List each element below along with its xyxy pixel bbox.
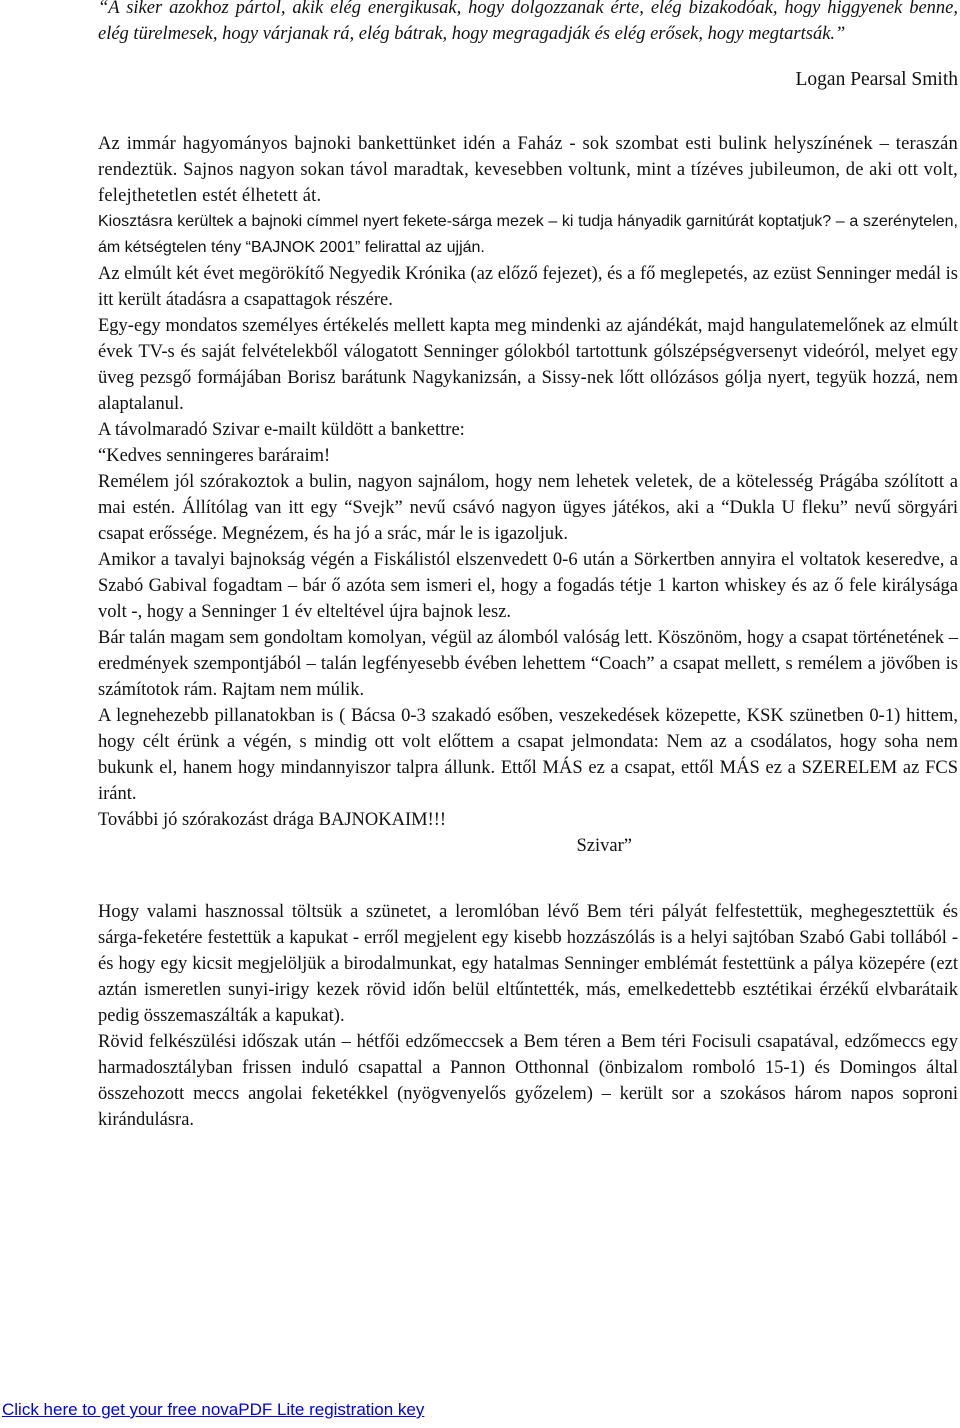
paragraph-pitch-painting: Hogy valami hasznossal töltsük a szünetet, a leromlóban lévő Bem téri pályát felfestettük, meghegesztettük és sárga-feketére festettük a kapukat - erről megjelent egy kisebb hozzászólás is a helyi sajtóban Szabó Gabi tollából - és hogy egy kicsit megjelöljük a birodalmunkat, egy hatalmas Senninger emblémát festettünk a pálya közepére (ezt aztán ismeretlen sunyi-irigy kezek rövid időn belül eltűntették, más, emelkedettebb esztétikai érzékű elvbarátaik pedig összemaszálták a kapukat).: [98, 902, 958, 1026]
paragraph-email-coach: Bár talán magam sem gondoltam komolyan, végül az álomból valóság lett. Köszönöm, hogy a csapat történetének – eredmények szempontjából – talán legfényesebb évében lehettem “Coach” a csapat mellett, s remélem a jövőben is számítotok rám. Rajtam nem múlik.: [98, 628, 958, 700]
paragraph-email-bet: Amikor a tavalyi bajnokság végén a Fiskálistól elszenvedett 0-6 után a Sörkertben annyira el voltatok keseredve, a Szabó Gabival fogadtam – bár ő azóta sem ismeri el, hogy a fogadás tétje 1 karton whiskey és az ő fele királysága volt -, hogy a Senninger 1 év elteltével újra bajnok lesz.: [98, 550, 958, 622]
paragraph-banquet: Az immár hagyományos bajnoki bankettünket idén a Faház - sok szombat esti bulink helyszínének – teraszán rendeztük. Sajnos nagyon sokan távol maradtak, kevesebben voltunk, mint a tízéves jubileumon, de aki ott volt, felejthetetlen estét élhetett át.: [98, 134, 958, 206]
paragraph-email-motto: A legnehezebb pillanatokban is ( Bácsa 0-3 szakadó esőben, veszekedések közepette, KSK szünetben 0-1) hittem, hogy célt érünk a végén, s mindig ott volt előttem a csapat jelmondata: Nem az a csodálatos, hogy soha nem bukunk el, hanem hogy mindannyiszor talpra állunk. Ettől MÁS ez a csapat, ettől MÁS ez a SZERELEM az FCS iránt.: [98, 706, 958, 804]
document-page: [98, 0, 958, 1133]
paragraph-email-closing: További jó szórakozást drága BAJNOKAIM!!!: [98, 810, 447, 830]
paragraph-chronicle: Az elmúlt két évet megörökítő Negyedik Krónika (az előző fejezet), és a fő meglepetés, az ezüst Senninger medál is itt került átadásra a csapattagok részére.: [98, 264, 958, 310]
paragraph-email-intro: A távolmaradó Szivar e-mailt küldött a bankettre:: [98, 420, 465, 440]
paragraph-email-prague: Remélem jól szórakoztok a bulin, nagyon sajnálom, hogy nem lehetek veletek, de a kötelesség Prágába szólított a mai estén. Állítólag van itt egy “Svejk” nevű csávó nagyon ügyes játékos, aki a “Dukla U fleku” nevű sörgyári csapat erőssége. Megnézem, és ha jó a srác, már le is igazoljuk.: [98, 472, 958, 544]
spacer: [98, 91, 958, 131]
paragraph-preparation: Rövid felkészülési időszak után – hétfői edzőmeccsek a Bem téren a Bem téri Focisuli csapatával, edzőmeccs egy harmadosztályban frissen induló csapattal a Pannon Otthonnal (önbizalom romboló 15-1) és Domingos által összehozott meccs angolai feketékkel (nyögvenyelős győzelem) – került sor a szokásos három napos soproni kirándulásra.: [98, 1032, 958, 1130]
novapdf-registration-link[interactable]: Click here to get your free novaPDF Lite registration key: [2, 1400, 425, 1419]
epigraph-quote: “A siker azokhoz pártol, akik elég energikusak, hogy dolgozzanak érte, elég bizakodóak, hogy higgyenek benne, elég türelmesek, hogy várjanak rá, elég bátrak, hogy megragadják és elég erősek, hogy megtartsák.”: [98, 0, 958, 44]
paragraph-email-greeting: “Kedves senningeres baráraim!: [98, 446, 331, 466]
paragraph-gifts: Egy-egy mondatos személyes értékelés mellett kapta meg mindenki az ajándékát, majd hangulatemelőnek az elmúlt évek TV-s és saját felvételekből válogatott Senninger gólokból tartottunk gólszépségversenyt videóról, melyet egy üveg pezsgő formájában Borisz barátunk Nagykanizsán, a Sissy-nek lőtt ollózásos gólja nyert, tegyük hozzá, nem alaptalanul.: [98, 316, 958, 414]
email-signature: Szivar”: [576, 836, 632, 856]
epigraph-author: Logan Pearsal Smith: [795, 69, 958, 90]
spacer: [98, 859, 958, 899]
paragraph-jerseys: Kiosztásra kerültek a bajnoki címmel nyert fekete-sárga mezek – ki tudja hányadik garnitúrát koptatjuk? – a szerénytelen, ám kétségtelen tény “BAJNOK 2001” felirattal az ujján.: [98, 213, 958, 256]
